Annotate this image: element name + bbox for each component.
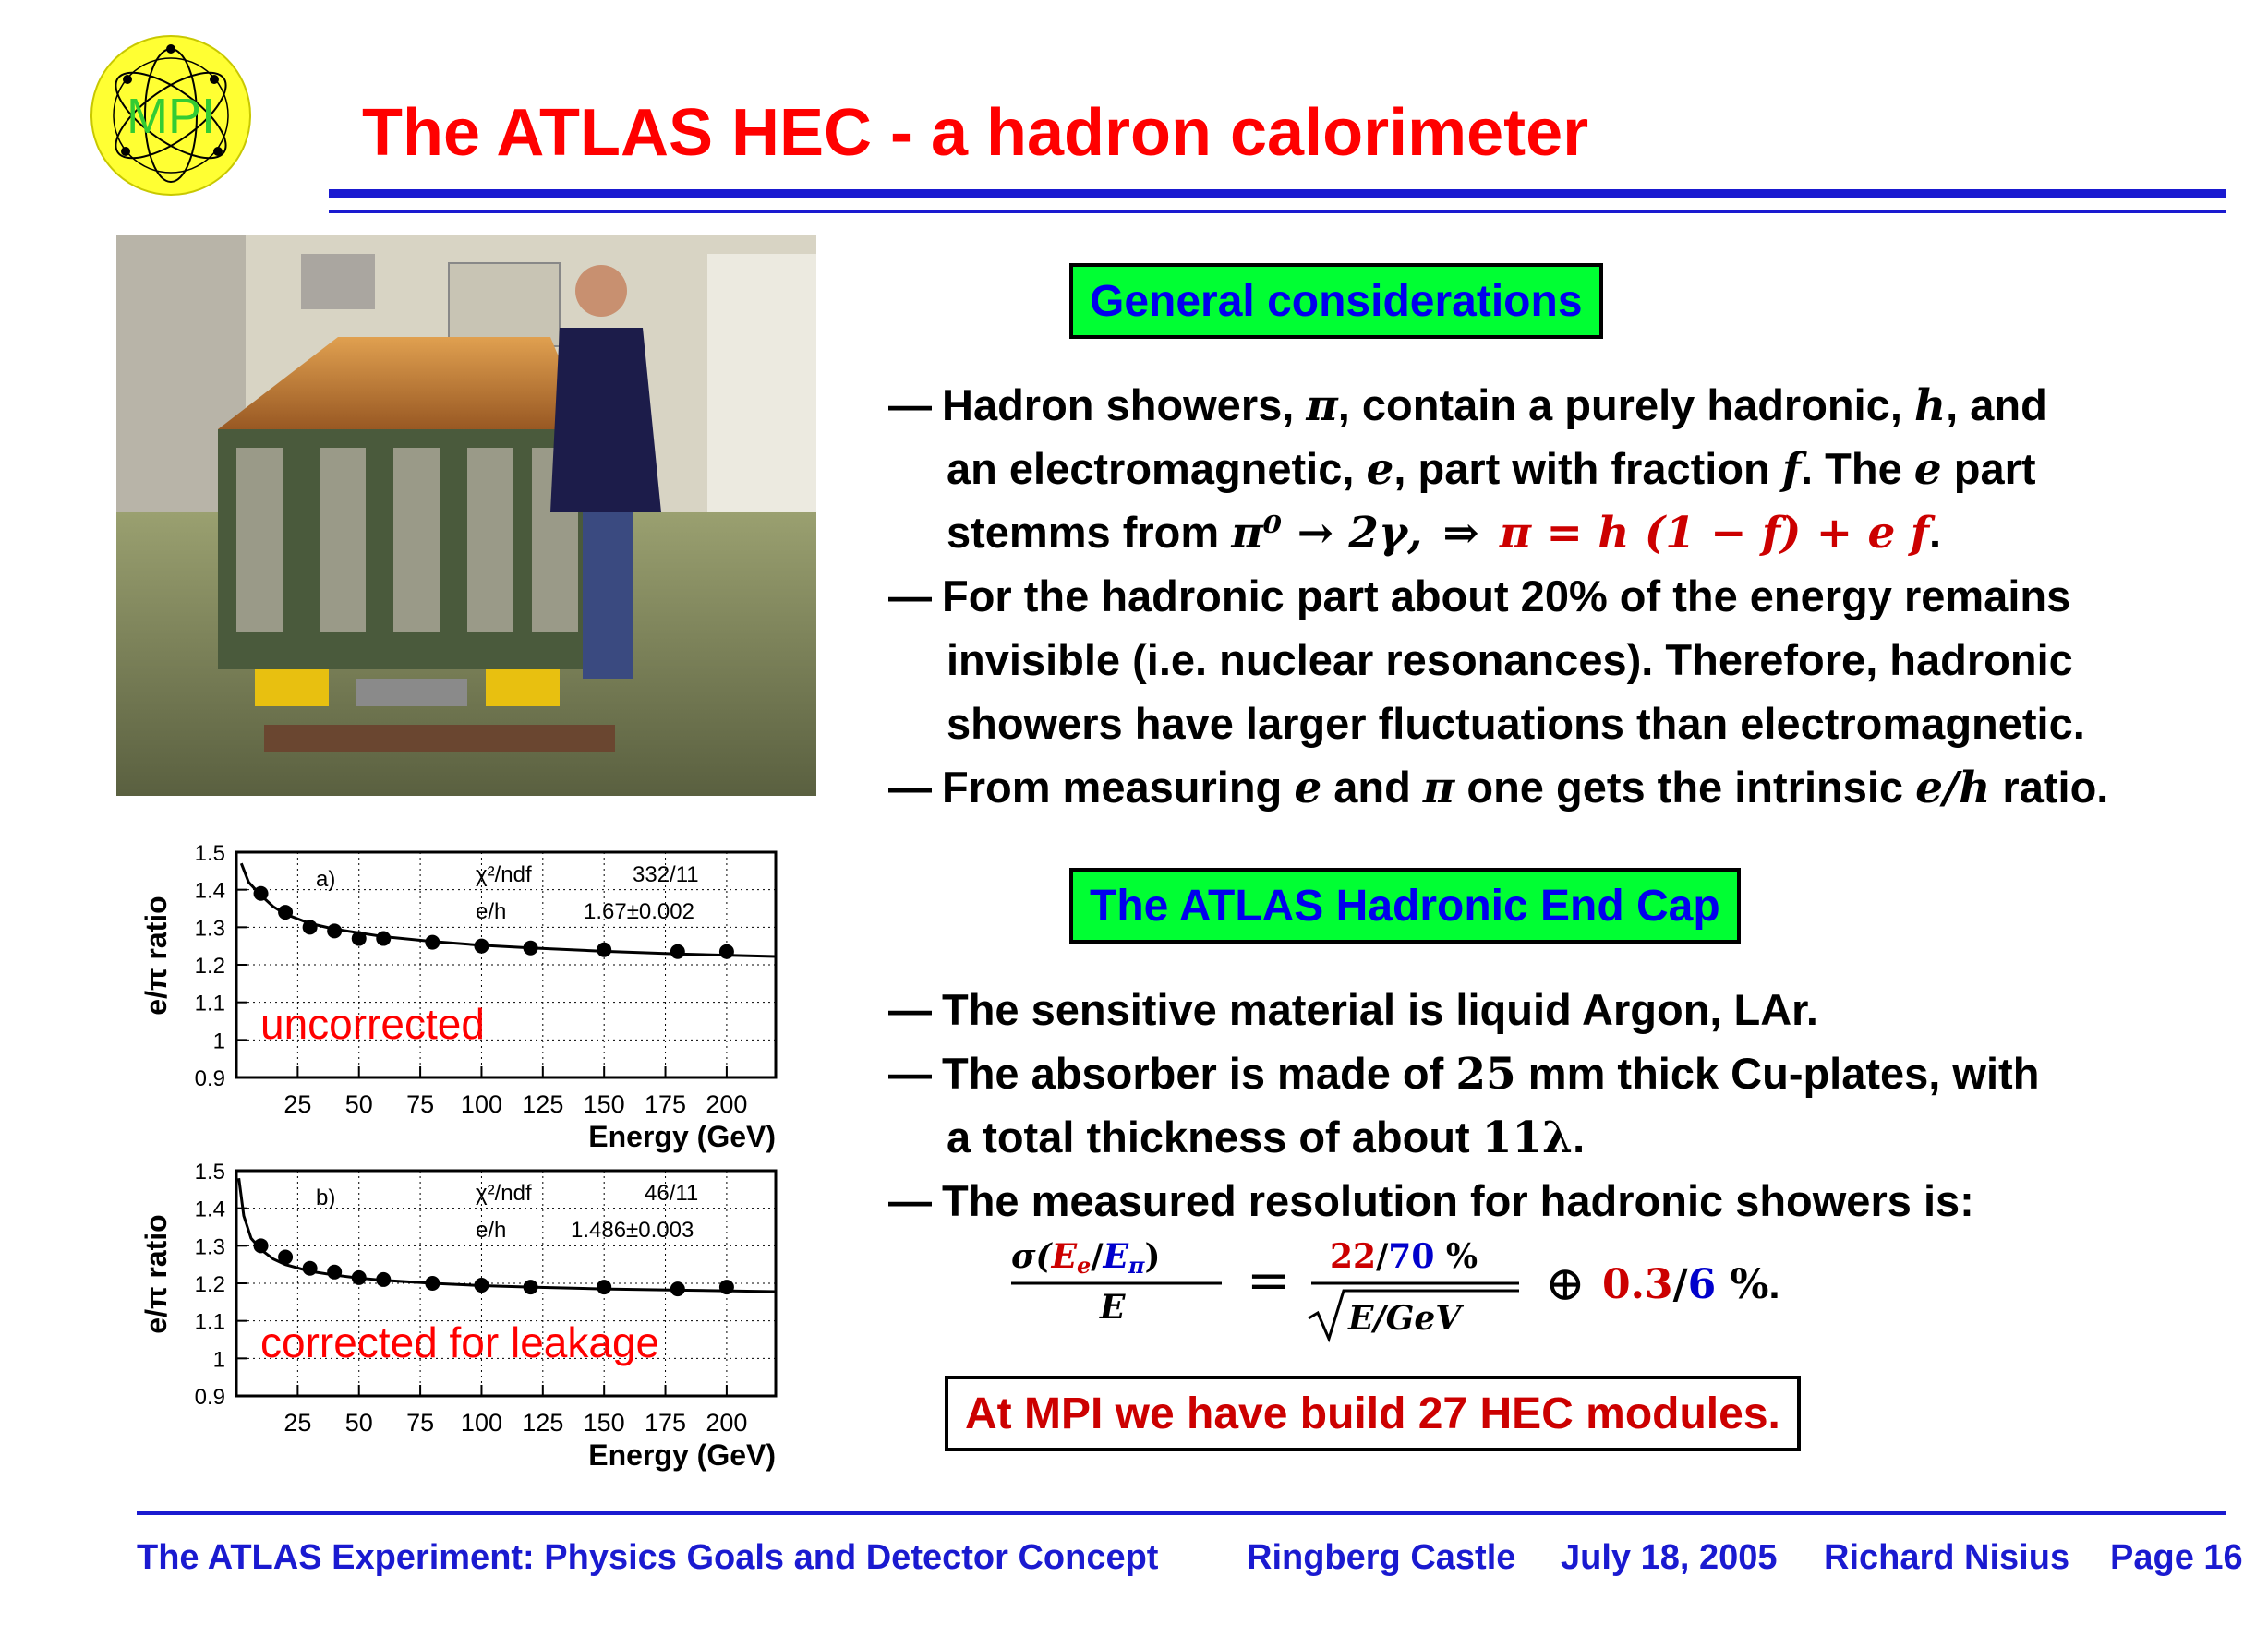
plot-b-ylabel: e/π ratio [139,1214,173,1334]
svg-text:E: E [1100,1288,1126,1327]
data-point [597,943,611,957]
data-point [278,1250,293,1265]
svg-text:E/GeV: E/GeV [1348,1299,1462,1338]
data-point [327,1265,342,1280]
plot-a-panel-label: a) [316,867,336,892]
data-point [474,1278,489,1293]
footer-date: July 18, 2005 [1561,1538,1778,1577]
plot-b-corrected [129,1154,822,1482]
general-bullet3: From measuring e and π one gets the intrinsic e/h ratio. [942,763,2109,813]
general-bullet1-line3: stemms from π⁰ → 2γ, ⇒ π = h (1 − f) + e f. [947,508,1941,559]
plot-a-chi2-label: χ²/ndf [476,862,532,887]
general-bullet2-line3: showers have larger fluctuations than electromagnetic. [947,699,2085,748]
y-tick-label: 1.5 [194,1160,225,1185]
data-point [352,1270,367,1285]
hec-module-photo [116,235,816,796]
data-point [303,920,318,934]
plot-b-xlabel: Energy (GeV) [588,1438,776,1472]
y-tick-label: 1.3 [194,916,225,942]
plot-b-panel-label: b) [316,1185,336,1210]
logo-text: MPI [126,89,216,144]
plot-a-eh-value: 1.67±0.002 [584,899,694,924]
x-tick-label: 100 [460,1090,502,1118]
plot-b-eh-value: 1.486±0.003 [571,1218,694,1243]
data-point [719,1280,734,1294]
plot-a-uncorrected [129,836,822,1163]
footer-author: Richard Nisius [1824,1538,2070,1577]
plot-b-chi2-label: χ²/ndf [476,1181,532,1206]
hec-bullet2-line2: a total thickness of about 11λ. [947,1113,1586,1163]
footer-rule [137,1511,2226,1515]
x-tick-label: 175 [645,1409,687,1437]
y-tick-label: 1.2 [194,954,225,979]
svg-text:=: = [1247,1251,1290,1311]
data-point [327,923,342,938]
y-tick-label: 1 [212,1347,225,1373]
x-tick-label: 200 [706,1409,748,1437]
footer-page: Page 16 [2110,1538,2243,1577]
x-tick-label: 175 [645,1090,687,1118]
bullet-dash: — [888,763,932,812]
slide-title: The ATLAS HEC - a hadron calorimeter [362,96,1589,170]
bullet-dash: — [888,1176,932,1225]
x-tick-label: 150 [583,1090,625,1118]
hec-bullet3: The measured resolution for hadronic showers is: [942,1176,1974,1225]
general-bullet1-line2: an electromagnetic, e, part with fraction f. The e part [947,444,2036,495]
data-point [597,1280,611,1294]
y-tick-label: 1.2 [194,1272,225,1297]
y-tick-label: 1.4 [194,878,225,904]
general-considerations-heading: General considerations [1069,263,1603,339]
general-bullet2-line1: For the hadronic part about 20% of the energy remains [942,571,2071,620]
x-tick-label: 125 [522,1090,564,1118]
data-point [425,1276,440,1291]
data-point [425,935,440,950]
data-point [670,944,685,959]
hec-bullet1: The sensitive material is liquid Argon, LAr. [942,985,1818,1034]
data-point [254,1238,269,1253]
plot-b-chi2-value: 46/11 [645,1181,699,1206]
x-tick-label: 100 [460,1409,502,1437]
svg-text:⊕: ⊕ [1545,1257,1586,1312]
y-tick-label: 1.5 [194,841,225,866]
data-point [254,886,269,901]
x-tick-label: 75 [406,1409,435,1437]
svg-text:σ(Ee/Eπ): σ(Ee/Eπ) [1011,1237,1161,1279]
bullet-dash: — [888,571,932,620]
plot-a-ylabel: e/π ratio [139,896,173,1016]
general-bullet1-line1: Hadron showers, π, contain a purely hadronic, h, and [942,380,2047,431]
x-tick-label: 50 [344,1409,373,1437]
bullet-dash: — [888,1049,932,1098]
y-tick-label: 0.9 [194,1066,225,1091]
plot-a-eh-label: e/h [476,899,507,924]
y-tick-label: 0.9 [194,1385,225,1410]
x-tick-label: 125 [522,1409,564,1437]
title-rule-thick [329,189,2226,198]
y-tick-label: 1.3 [194,1234,225,1260]
data-point [474,939,489,954]
plot-a-xlabel: Energy (GeV) [588,1120,776,1153]
y-tick-label: 1.1 [194,991,225,1016]
data-point [670,1281,685,1296]
resolution-formula [1011,1226,1842,1346]
svg-text:22/70 %: 22/70 % [1330,1237,1478,1276]
hadronic-end-cap-heading: The ATLAS Hadronic End Cap [1069,868,1741,944]
y-tick-label: 1 [212,1028,225,1054]
data-point [524,941,538,956]
data-point [376,932,391,946]
plot-a-chi2-value: 332/11 [633,862,699,887]
y-tick-label: 1.1 [194,1309,225,1335]
mpi-modules-note: At MPI we have build 27 HEC modules. [945,1376,1801,1451]
footer-location: Ringberg Castle [1247,1538,1516,1577]
plot-b-eh-label: e/h [476,1218,507,1243]
hec-bullet2-line1: The absorber is made of 25 mm thick Cu-plates, with [942,1049,2040,1100]
plot-a-overlay-label: uncorrected [260,1000,485,1048]
data-point [376,1272,391,1287]
x-tick-label: 150 [583,1409,625,1437]
data-point [719,944,734,959]
bullet-dash: — [888,380,932,429]
data-point [352,932,367,946]
y-tick-label: 1.4 [194,1197,225,1222]
x-tick-label: 25 [284,1090,312,1118]
x-tick-label: 75 [406,1090,435,1118]
plot-b-overlay-label: corrected for leakage [260,1318,660,1366]
data-point [524,1280,538,1294]
x-tick-label: 200 [706,1090,748,1118]
bullet-dash: — [888,985,932,1034]
footer-talk-title: The ATLAS Experiment: Physics Goals and Detector Concept [137,1538,1159,1577]
svg-text:0.3/6 %.: 0.3/6 %. [1602,1261,1780,1308]
x-tick-label: 25 [284,1409,312,1437]
data-point [303,1261,318,1276]
mpi-logo [89,33,253,198]
title-rule-thin [329,210,2226,213]
x-tick-label: 50 [344,1090,373,1118]
general-bullet2-line2: invisible (i.e. nuclear resonances). Therefore, hadronic [947,635,2073,684]
data-point [278,905,293,920]
